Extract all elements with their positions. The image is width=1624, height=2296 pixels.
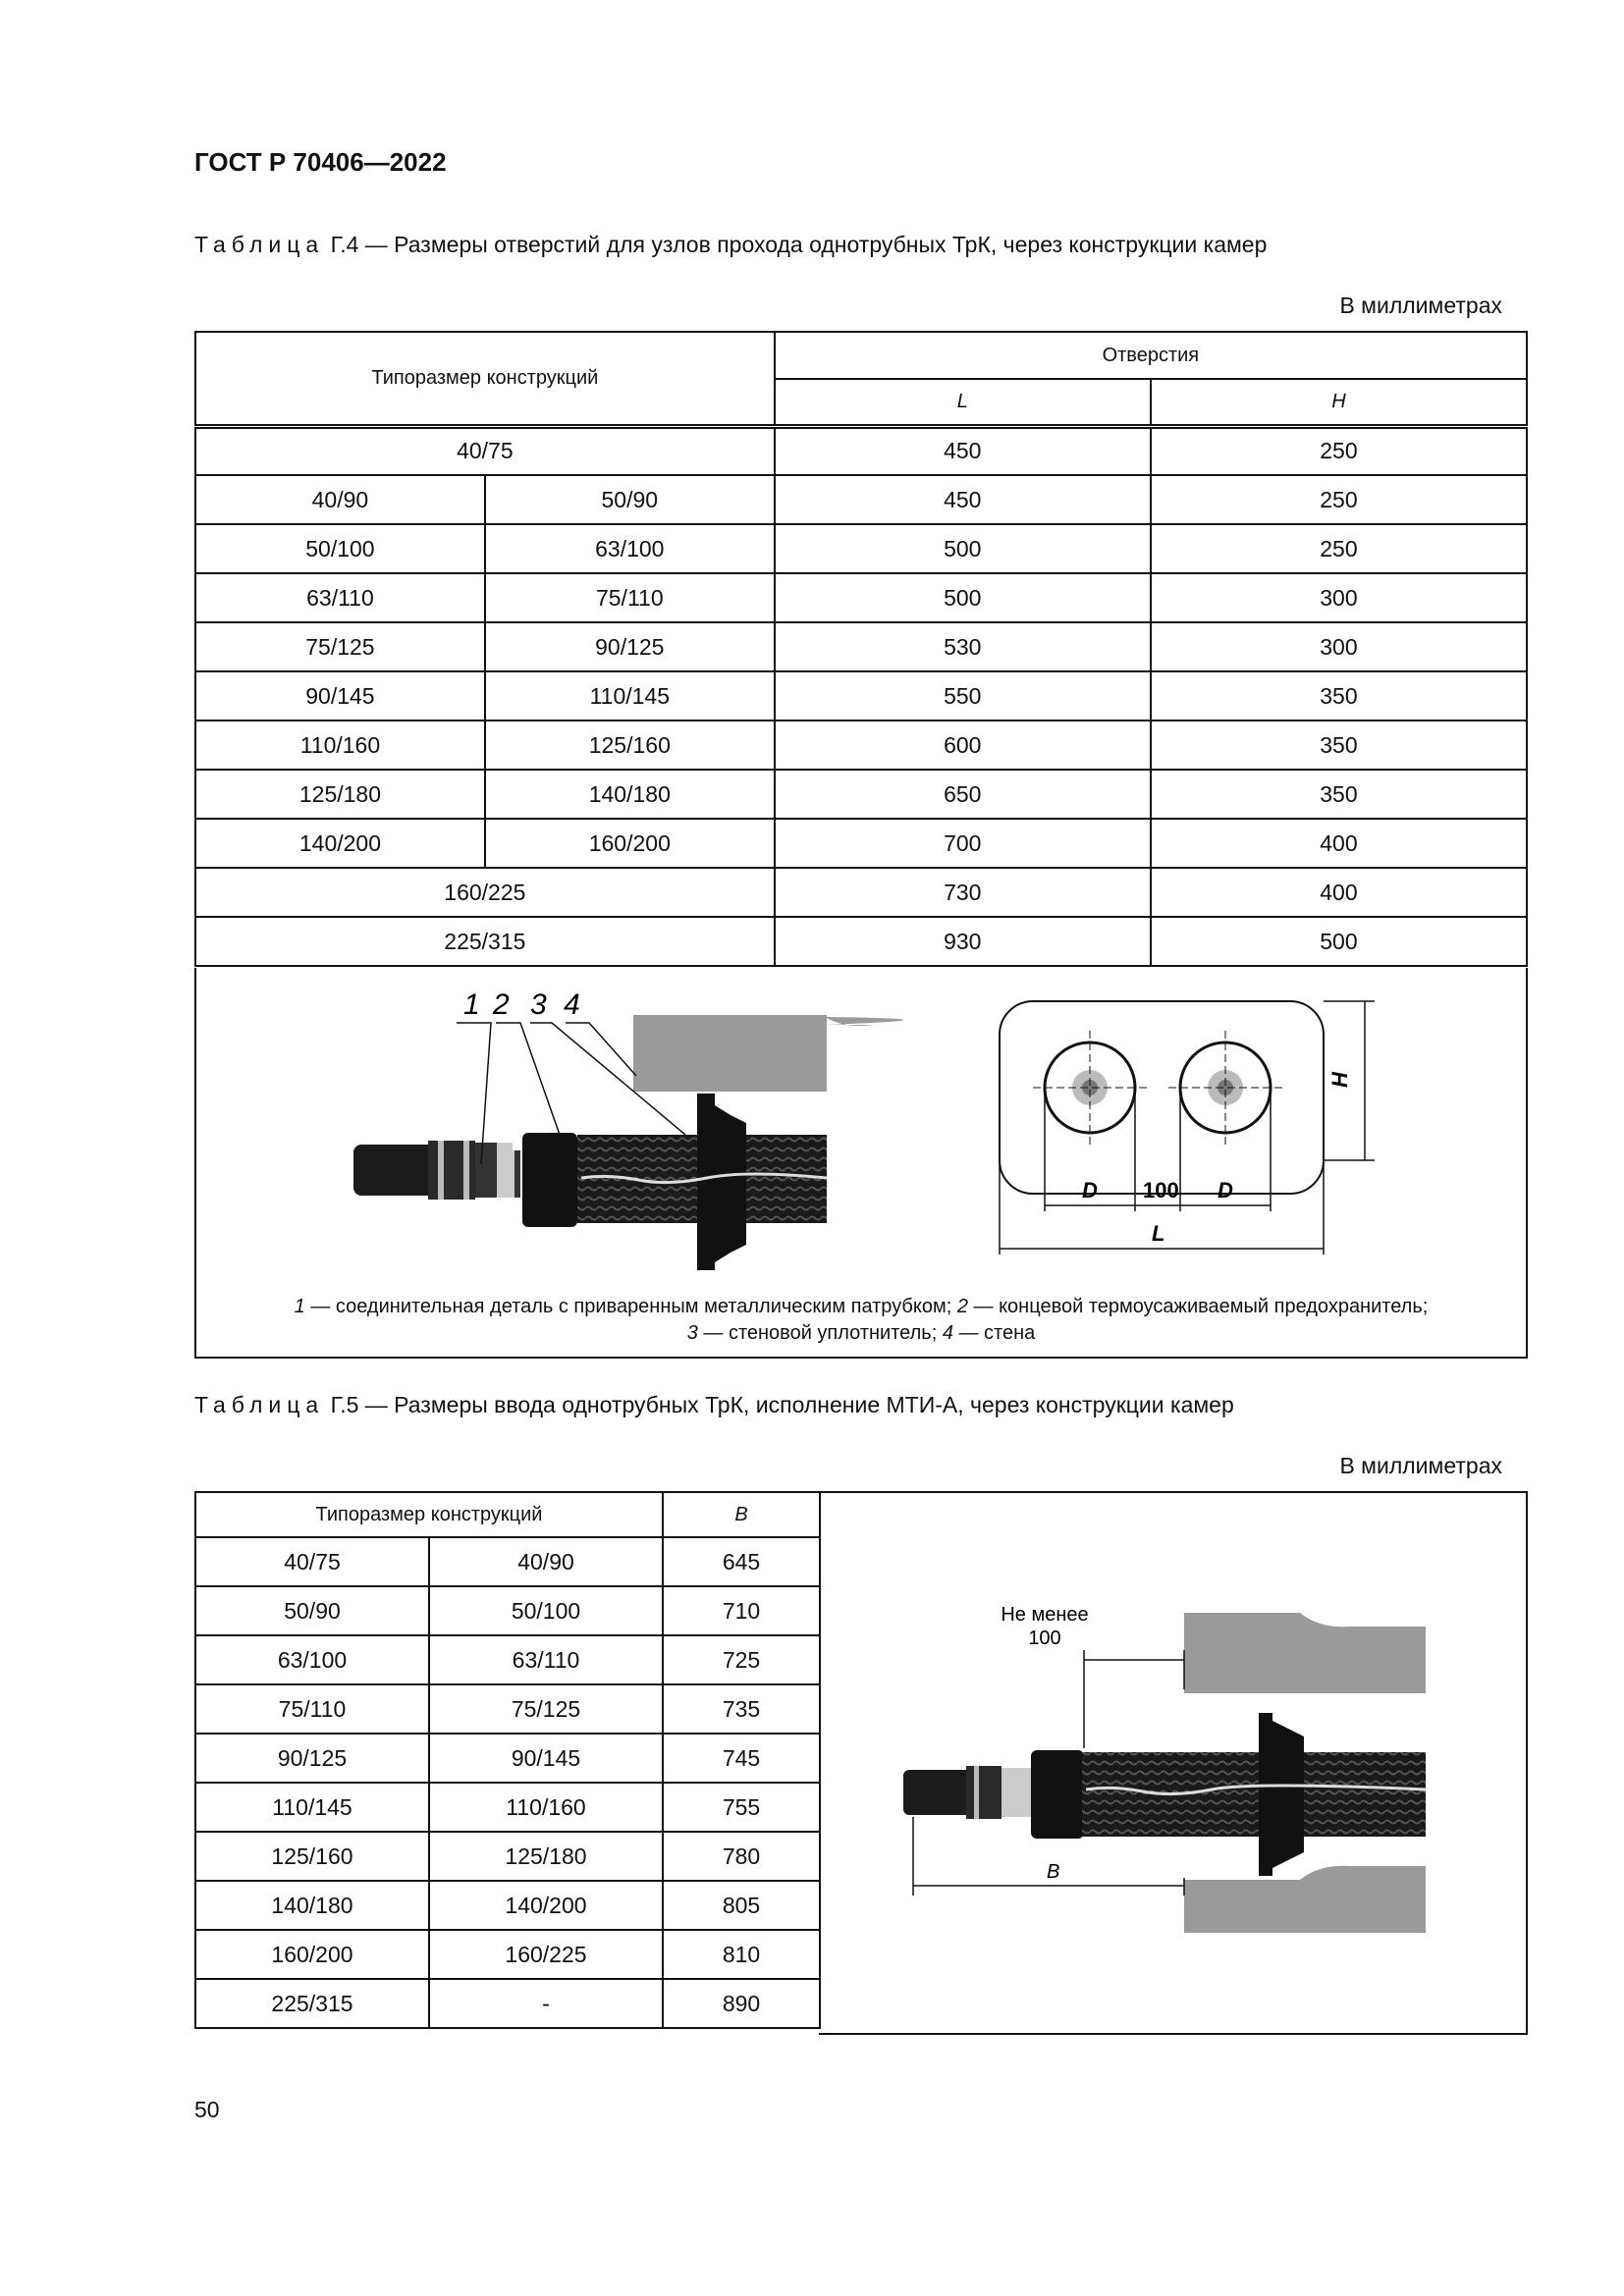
- dim-B: B: [1047, 1861, 1060, 1883]
- dim-H: H: [1327, 1072, 1352, 1088]
- table-cell: 50/90: [485, 475, 775, 524]
- table-cell: 160/200: [485, 819, 775, 868]
- callout-4: 4: [564, 988, 580, 1021]
- table-row: [195, 426, 1527, 475]
- table4-header-size: Типоразмер конструкций: [195, 332, 775, 426]
- table-cell: 530: [775, 622, 1151, 671]
- table-row: [195, 671, 1527, 721]
- table5-units: В миллиметрах: [1339, 1453, 1502, 1478]
- table5-figure-drawing: [819, 1493, 1526, 2037]
- table-cell: 125/160: [195, 1832, 429, 1881]
- table-row: [195, 1684, 820, 1734]
- dim-D-right: D: [1218, 1178, 1233, 1202]
- table-cell: 250: [1151, 475, 1527, 524]
- table-cell: 225/315: [195, 1979, 429, 2028]
- table-row: [195, 622, 1527, 671]
- table-cell: 90/145: [195, 671, 485, 721]
- table-cell: 450: [775, 426, 1151, 475]
- callout-1: 1: [463, 988, 480, 1021]
- table-cell: 500: [775, 573, 1151, 622]
- table-cell: 725: [663, 1635, 820, 1684]
- table-cell: 710: [663, 1586, 820, 1635]
- table4-caption-text: Г.4 — Размеры отверстий для узлов прохода однотрубных ТрК, через конструкции камер: [324, 232, 1268, 257]
- table-cell: -: [429, 1979, 663, 2028]
- table-row: [195, 524, 1527, 573]
- table-cell: 125/180: [195, 770, 485, 819]
- wall-seal: [1259, 1713, 1304, 1876]
- table-cell: 40/75: [195, 426, 775, 475]
- wall-opening: [1000, 1001, 1324, 1194]
- table-cell: 40/90: [429, 1537, 663, 1586]
- callout-3: 3: [530, 988, 547, 1021]
- table-row: [195, 1635, 820, 1684]
- table-cell: 730: [775, 868, 1151, 917]
- table-cell: 110/145: [485, 671, 775, 721]
- note-line-1: Не менее: [1001, 1604, 1089, 1626]
- figure-legend: 1 — соединительная деталь с приваренным металлическим патрубком; 2 — концевой термоусаживаемый предохранитель; 3 — стеновой уплотнитель; 4 — стена: [294, 1296, 1429, 1344]
- corrugated-pipe: [1082, 1752, 1426, 1837]
- table-row: [195, 1586, 820, 1635]
- table-cell: 140/200: [195, 819, 485, 868]
- table5-caption: [194, 1392, 1234, 1418]
- table-cell: 160/225: [195, 868, 775, 917]
- table5-header-B: B: [663, 1492, 820, 1537]
- table-cell: 110/145: [195, 1783, 429, 1832]
- table-cell: 140/180: [195, 1881, 429, 1930]
- table-cell: 140/200: [429, 1881, 663, 1930]
- table-row: [195, 770, 1527, 819]
- wall-bottom: [1184, 1866, 1426, 1933]
- table-cell: 110/160: [429, 1783, 663, 1832]
- table-cell: 450: [775, 475, 1151, 524]
- table-cell: 755: [663, 1783, 820, 1832]
- table-cell: 110/160: [195, 721, 485, 770]
- table-row: [195, 475, 1527, 524]
- table-cell: 810: [663, 1930, 820, 1979]
- table-cell: 890: [663, 1979, 820, 2028]
- dim-L: L: [1152, 1221, 1165, 1246]
- table-row: [195, 721, 1527, 770]
- table-cell: 140/180: [485, 770, 775, 819]
- table-cell: 125/180: [429, 1832, 663, 1881]
- table4-caption: [194, 232, 1267, 258]
- table-cell: 645: [663, 1537, 820, 1586]
- table-cell: 805: [663, 1881, 820, 1930]
- document-id: ГОСТ Р 70406—2022: [194, 147, 447, 177]
- table-cell: 63/100: [485, 524, 775, 573]
- table4-header-L: L: [775, 379, 1151, 426]
- table-cell: 250: [1151, 524, 1527, 573]
- wall-seal: [697, 1094, 746, 1270]
- table-cell: 90/125: [195, 1734, 429, 1783]
- table-row: [195, 1930, 820, 1979]
- table5-caption-word: Таблица: [194, 1392, 325, 1417]
- table-row: [195, 1537, 820, 1586]
- table-cell: 350: [1151, 721, 1527, 770]
- table-cell: 63/110: [429, 1635, 663, 1684]
- table-cell: 500: [775, 524, 1151, 573]
- table-cell: 160/200: [195, 1930, 429, 1979]
- table-cell: 780: [663, 1832, 820, 1881]
- table4-header-openings: Отверстия: [775, 332, 1527, 379]
- table-cell: 75/110: [195, 1684, 429, 1734]
- table4-caption-word: Таблица: [194, 232, 325, 257]
- table-cell: 500: [1151, 917, 1527, 966]
- table-row: [195, 868, 1527, 917]
- table-cell: 75/125: [429, 1684, 663, 1734]
- page-number: 50: [194, 2097, 220, 2122]
- table-cell: 300: [1151, 573, 1527, 622]
- table4-figure: [194, 968, 1528, 1359]
- table-cell: 40/75: [195, 1537, 429, 1586]
- table-cell: 50/100: [429, 1586, 663, 1635]
- table4-header-H: H: [1151, 379, 1527, 426]
- table-cell: 125/160: [485, 721, 775, 770]
- table-row: [195, 917, 1527, 966]
- table5-caption-text: Г.5 — Размеры ввода однотрубных ТрК, исполнение МТИ-А, через конструкции камер: [324, 1392, 1234, 1417]
- callout-2: 2: [493, 988, 510, 1021]
- table-cell: 90/145: [429, 1734, 663, 1783]
- table5-figure: [819, 1491, 1528, 2035]
- table-row: [195, 573, 1527, 622]
- end-protector: [1031, 1750, 1084, 1839]
- table-cell: 50/100: [195, 524, 485, 573]
- table-cell: 300: [1151, 622, 1527, 671]
- table-cell: 550: [775, 671, 1151, 721]
- table-cell: 250: [1151, 426, 1527, 475]
- table-cell: 75/110: [485, 573, 775, 622]
- table5: [194, 1491, 821, 2029]
- table-row: [195, 819, 1527, 868]
- table-cell: 63/110: [195, 573, 485, 622]
- table-cell: 160/225: [429, 1930, 663, 1979]
- wall-top: [1184, 1613, 1426, 1693]
- note-line-2: 100: [1028, 1628, 1061, 1649]
- table-cell: 400: [1151, 868, 1527, 917]
- table-cell: 40/90: [195, 475, 485, 524]
- table-row: [195, 1734, 820, 1783]
- table-cell: 90/125: [485, 622, 775, 671]
- table-row: [195, 1881, 820, 1930]
- end-protector: [522, 1133, 577, 1227]
- table-row: [195, 1783, 820, 1832]
- table-cell: 700: [775, 819, 1151, 868]
- table-cell: 745: [663, 1734, 820, 1783]
- table-cell: 735: [663, 1684, 820, 1734]
- table-cell: 75/125: [195, 622, 485, 671]
- table-row: [195, 1832, 820, 1881]
- table-cell: 650: [775, 770, 1151, 819]
- table-cell: 600: [775, 721, 1151, 770]
- table5-header-size: Типоразмер конструкций: [195, 1492, 663, 1537]
- table4: [194, 331, 1528, 967]
- table4-units: В миллиметрах: [1339, 293, 1502, 318]
- table-cell: 63/100: [195, 1635, 429, 1684]
- table-cell: 350: [1151, 671, 1527, 721]
- table-cell: 930: [775, 917, 1151, 966]
- table-cell: 50/90: [195, 1586, 429, 1635]
- table-row: [195, 1979, 820, 2028]
- table-cell: 350: [1151, 770, 1527, 819]
- dim-gap: 100: [1143, 1178, 1179, 1202]
- dim-D-left: D: [1082, 1178, 1098, 1202]
- table-cell: 400: [1151, 819, 1527, 868]
- table-cell: 225/315: [195, 917, 775, 966]
